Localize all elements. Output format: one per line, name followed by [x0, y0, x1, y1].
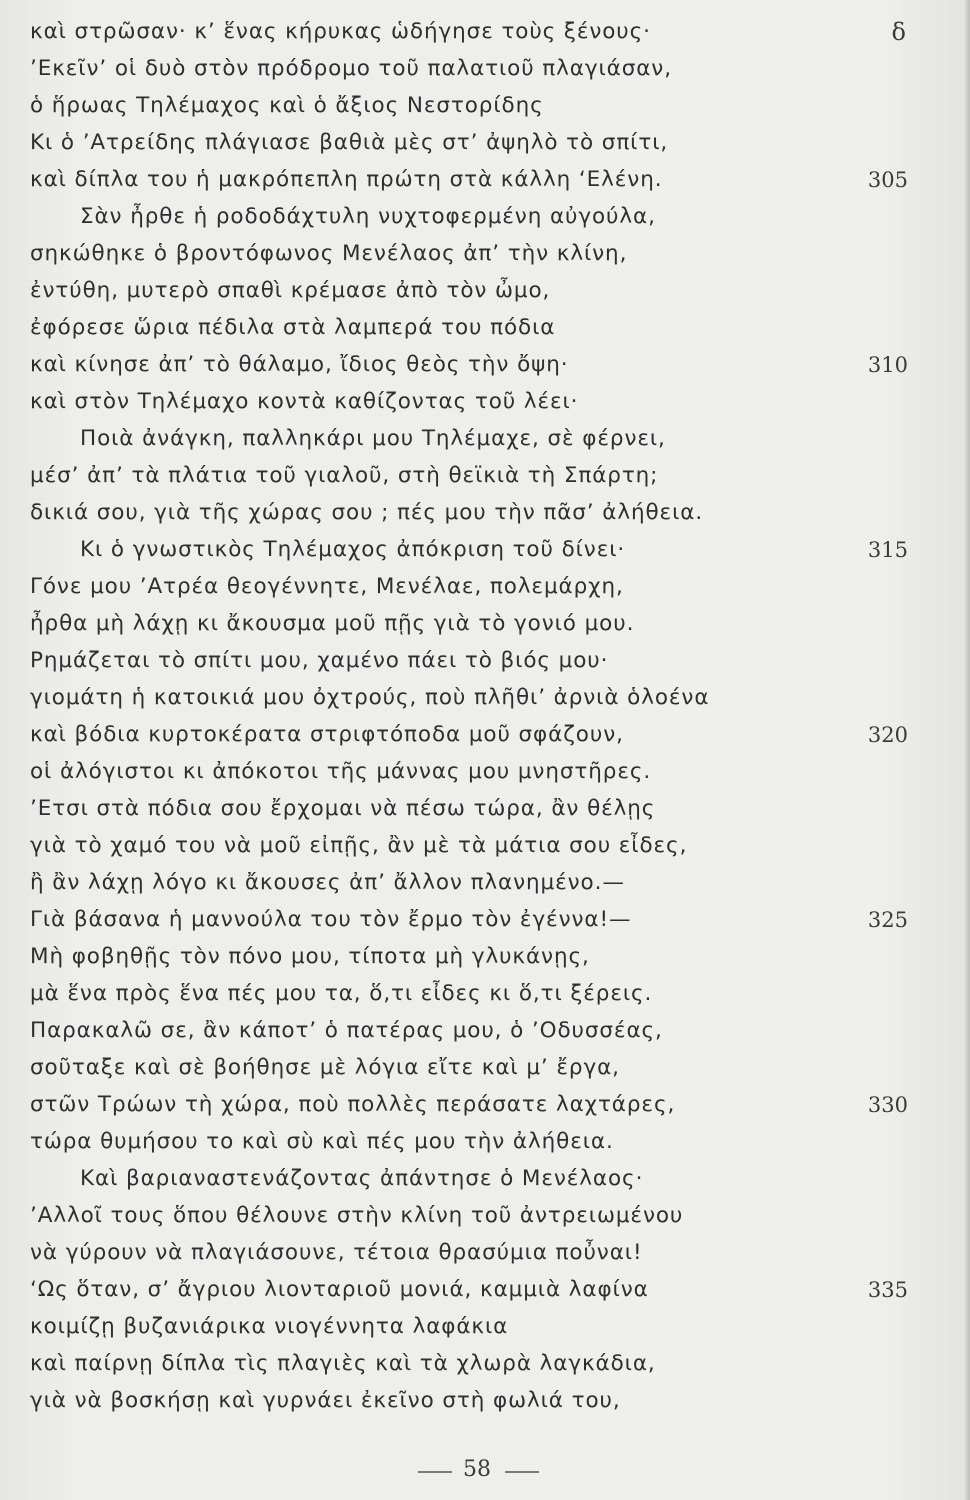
- line-number: 305: [867, 168, 908, 192]
- verse-text: Γόνε μου ’Ατρέα θεογέννητε, Μενέλαε, πολεμάρχη,: [30, 574, 624, 599]
- verse-text: ’Εκεῖν’ οἱ δυὸ στὸν πρόδρομο τοῦ παλατιοῦ πλαγιάσαν,: [30, 56, 672, 81]
- verse-text: ’Ετσι στὰ πόδια σου ἔρχομαι νὰ πέσω τώρα, ἂν θέλῃς: [30, 796, 656, 821]
- verse-line: [0, 1309, 970, 1345]
- verse-text: Μὴ φοβηθῇς τὸν πόνο μου, τίποτα μὴ γλυκάνῃς,: [30, 944, 590, 969]
- verse-text: καὶ παίρνῃ δίπλα τὶς πλαγιὲς καὶ τὰ χλωρὰ λαγκάδια,: [30, 1351, 656, 1376]
- verse-line: [0, 421, 970, 457]
- verse-line: [0, 14, 970, 50]
- verse-line: [0, 51, 970, 87]
- verse-line: [0, 125, 970, 161]
- verse-text: κοιμίζῃ βυζανιάρικα νιογέννητα λαφάκια: [30, 1314, 509, 1339]
- verse-line: [0, 606, 970, 642]
- verse-line: [0, 532, 970, 568]
- verse-line: [0, 717, 970, 753]
- verse-text: σοῦταξε καὶ σὲ βοήθησε μὲ λόγια εἴτε καὶ μ’ ἔργα,: [30, 1055, 620, 1080]
- line-number: 330: [867, 1093, 908, 1117]
- verse-line: [0, 1235, 970, 1271]
- book-letter: δ: [891, 18, 906, 46]
- verse-line: [0, 1383, 970, 1419]
- line-number: 320: [867, 723, 908, 747]
- verse-line: [0, 310, 970, 346]
- verse-text: Παρακαλῶ σε, ἂν κάποτ’ ὁ πατέρας μου, ὁ ’Οδυσσέας,: [30, 1018, 663, 1043]
- verse-line: [0, 1198, 970, 1234]
- verse-text: γιὰ τὸ χαμό του νὰ μοῦ εἰπῇς, ἂν μὲ τὰ μάτια σου εἶδες,: [30, 833, 688, 858]
- verse-text: Ποιὰ ἀνάγκη, παλληκάρι μου Τηλέμαχε, σὲ φέρνει,: [80, 426, 666, 451]
- verse-text: ἐφόρεσε ὥρια πέδιλα στὰ λαμπερά του πόδια: [30, 315, 556, 340]
- verse-text: μέσ’ ἀπ’ τὰ πλάτια τοῦ γιαλοῦ, στὴ θεϊκιὰ τὴ Σπάρτη;: [30, 463, 659, 488]
- verse-text: ’Αλλοῖ τους ὅπου θέλουνε στὴν κλίνη τοῦ ἀντρειωμένου: [30, 1203, 684, 1228]
- line-number: 315: [867, 538, 908, 562]
- verse-line: [0, 1124, 970, 1160]
- verse-line: [0, 791, 970, 827]
- verse-text: στῶν Τρώων τὴ χώρα, ποὺ πολλὲς περάσατε λαχτάρες,: [30, 1092, 676, 1117]
- verse-text: ‘Ως ὅταν, σ’ ἄγριου λιονταριοῦ μονιά, καμμιὰ λαφίνα: [30, 1277, 649, 1302]
- verse-line: [0, 1346, 970, 1382]
- verse-line: [0, 458, 970, 494]
- verse-text: νὰ γύρουν νὰ πλαγιάσουνε, τέτοια θρασύμια ποὖναι!: [30, 1240, 643, 1265]
- verse-text: μὰ ἕνα πρὸς ἕνα πές μου τα, ὅ,τι εἶδες κι ὅ,τι ξέρεις.: [30, 981, 653, 1006]
- verse-text: καὶ στρῶσαν· κ’ ἕνας κήρυκας ὡδήγησε τοὺς ξένους·: [30, 19, 651, 44]
- page-number: 58: [463, 1457, 491, 1482]
- verse-line: [0, 902, 970, 938]
- verse-line: [0, 347, 970, 383]
- verse-line: [0, 828, 970, 864]
- verse-text: ὁ ἥρωας Τηλέμαχος καὶ ὁ ἄξιος Νεστορίδης: [30, 93, 544, 118]
- page-footer: [0, 1450, 970, 1490]
- line-number: 325: [867, 908, 908, 932]
- verse-line: [0, 384, 970, 420]
- verse-text: καὶ στὸν Τηλέμαχο κοντὰ καθίζοντας τοῦ λέει·: [30, 389, 579, 414]
- verse-text: Γιὰ βάσανα ἡ μαννούλα του τὸν ἔρμο τὸν ἐγέννα!—: [30, 907, 632, 932]
- verse-line: [0, 754, 970, 790]
- verse-line: [0, 88, 970, 124]
- verse-text: οἱ ἀλόγιστοι κι ἀπόκοτοι τῆς μάννας μου μνηστῆρες.: [30, 759, 652, 784]
- verse-line: [0, 1272, 970, 1308]
- verse-text: σηκώθηκε ὁ βροντόφωνος Μενέλαος ἀπ’ τὴν κλίνη,: [30, 241, 628, 266]
- verse-line: [0, 680, 970, 716]
- verse-text: ἐντύθη, μυτερὸ σπαθὶ κρέμασε ἀπὸ τὸν ὦμο,: [30, 278, 551, 303]
- line-number: 310: [867, 353, 908, 377]
- verse-text: γιὰ νὰ βοσκήσῃ καὶ γυρνάει ἐκεῖνο στὴ φωλιά του,: [30, 1388, 621, 1413]
- verse-line: [0, 643, 970, 679]
- verse-text: ἢ ἂν λάχῃ λόγο κι ἄκουσες ἀπ’ ἄλλον πλανημένο.—: [30, 870, 625, 895]
- footer-dash-left: [418, 1471, 452, 1473]
- verse-text: Κι ὁ ’Ατρείδης πλάγιασε βαθιὰ μὲς στ’ ἀψηλὸ τὸ σπίτι,: [30, 130, 669, 155]
- verse-line: [0, 865, 970, 901]
- verse-text: καὶ δίπλα του ἡ μακρόπεπλη πρώτη στὰ κάλλη ‘Ελένη.: [30, 167, 663, 192]
- footer-dash-right: [505, 1471, 539, 1473]
- verse-text: Ρημάζεται τὸ σπίτι μου, χαμένο πάει τὸ βιός μου·: [30, 648, 609, 673]
- verse-line: [0, 162, 970, 198]
- verse-line: [0, 495, 970, 531]
- verse-text: καὶ κίνησε ἀπ’ τὸ θάλαμο, ἴδιος θεὸς τὴν ὄψη·: [30, 352, 569, 377]
- verse-line: [0, 1050, 970, 1086]
- verse-line: [0, 273, 970, 309]
- verse-line: [0, 1013, 970, 1049]
- verse-text: γιομάτη ἡ κατοικιά μου ὀχτρούς, ποὺ πλῆθι’ ἀρνιὰ ὁλοένα: [30, 685, 710, 710]
- verse-text: Κι ὁ γνωστικὸς Τηλέμαχος ἀπόκριση τοῦ δίνει·: [80, 537, 626, 562]
- verse-line: [0, 1087, 970, 1123]
- verse-line: [0, 939, 970, 975]
- verse-line: [0, 976, 970, 1012]
- verse-line: [0, 1161, 970, 1197]
- line-number: 335: [867, 1278, 908, 1302]
- verse-text: Καὶ βαριαναστενάζοντας ἀπάντησε ὁ Μενέλαος·: [80, 1166, 644, 1191]
- verse-line: [0, 199, 970, 235]
- verse-line: [0, 236, 970, 272]
- verse-text: Σὰν ἦρθε ἡ ροδοδάχτυλη νυχτοφερμένη αὐγούλα,: [80, 204, 656, 229]
- verse-text: δικιά σου, γιὰ τῆς χώρας σου ; πές μου τὴν πᾶσ’ ἀλήθεια.: [30, 500, 704, 525]
- verse-text: τώρα θυμήσου το καὶ σὺ καὶ πές μου τὴν ἀλήθεια.: [30, 1129, 614, 1154]
- verse-text: καὶ βόδια κυρτοκέρατα στριφτόποδα μοῦ σφάζουν,: [30, 722, 624, 747]
- verse-text: ἦρθα μὴ λάχῃ κι ἄκουσμα μοῦ πῇς γιὰ τὸ γονιό μου.: [30, 611, 635, 636]
- verse-line: [0, 569, 970, 605]
